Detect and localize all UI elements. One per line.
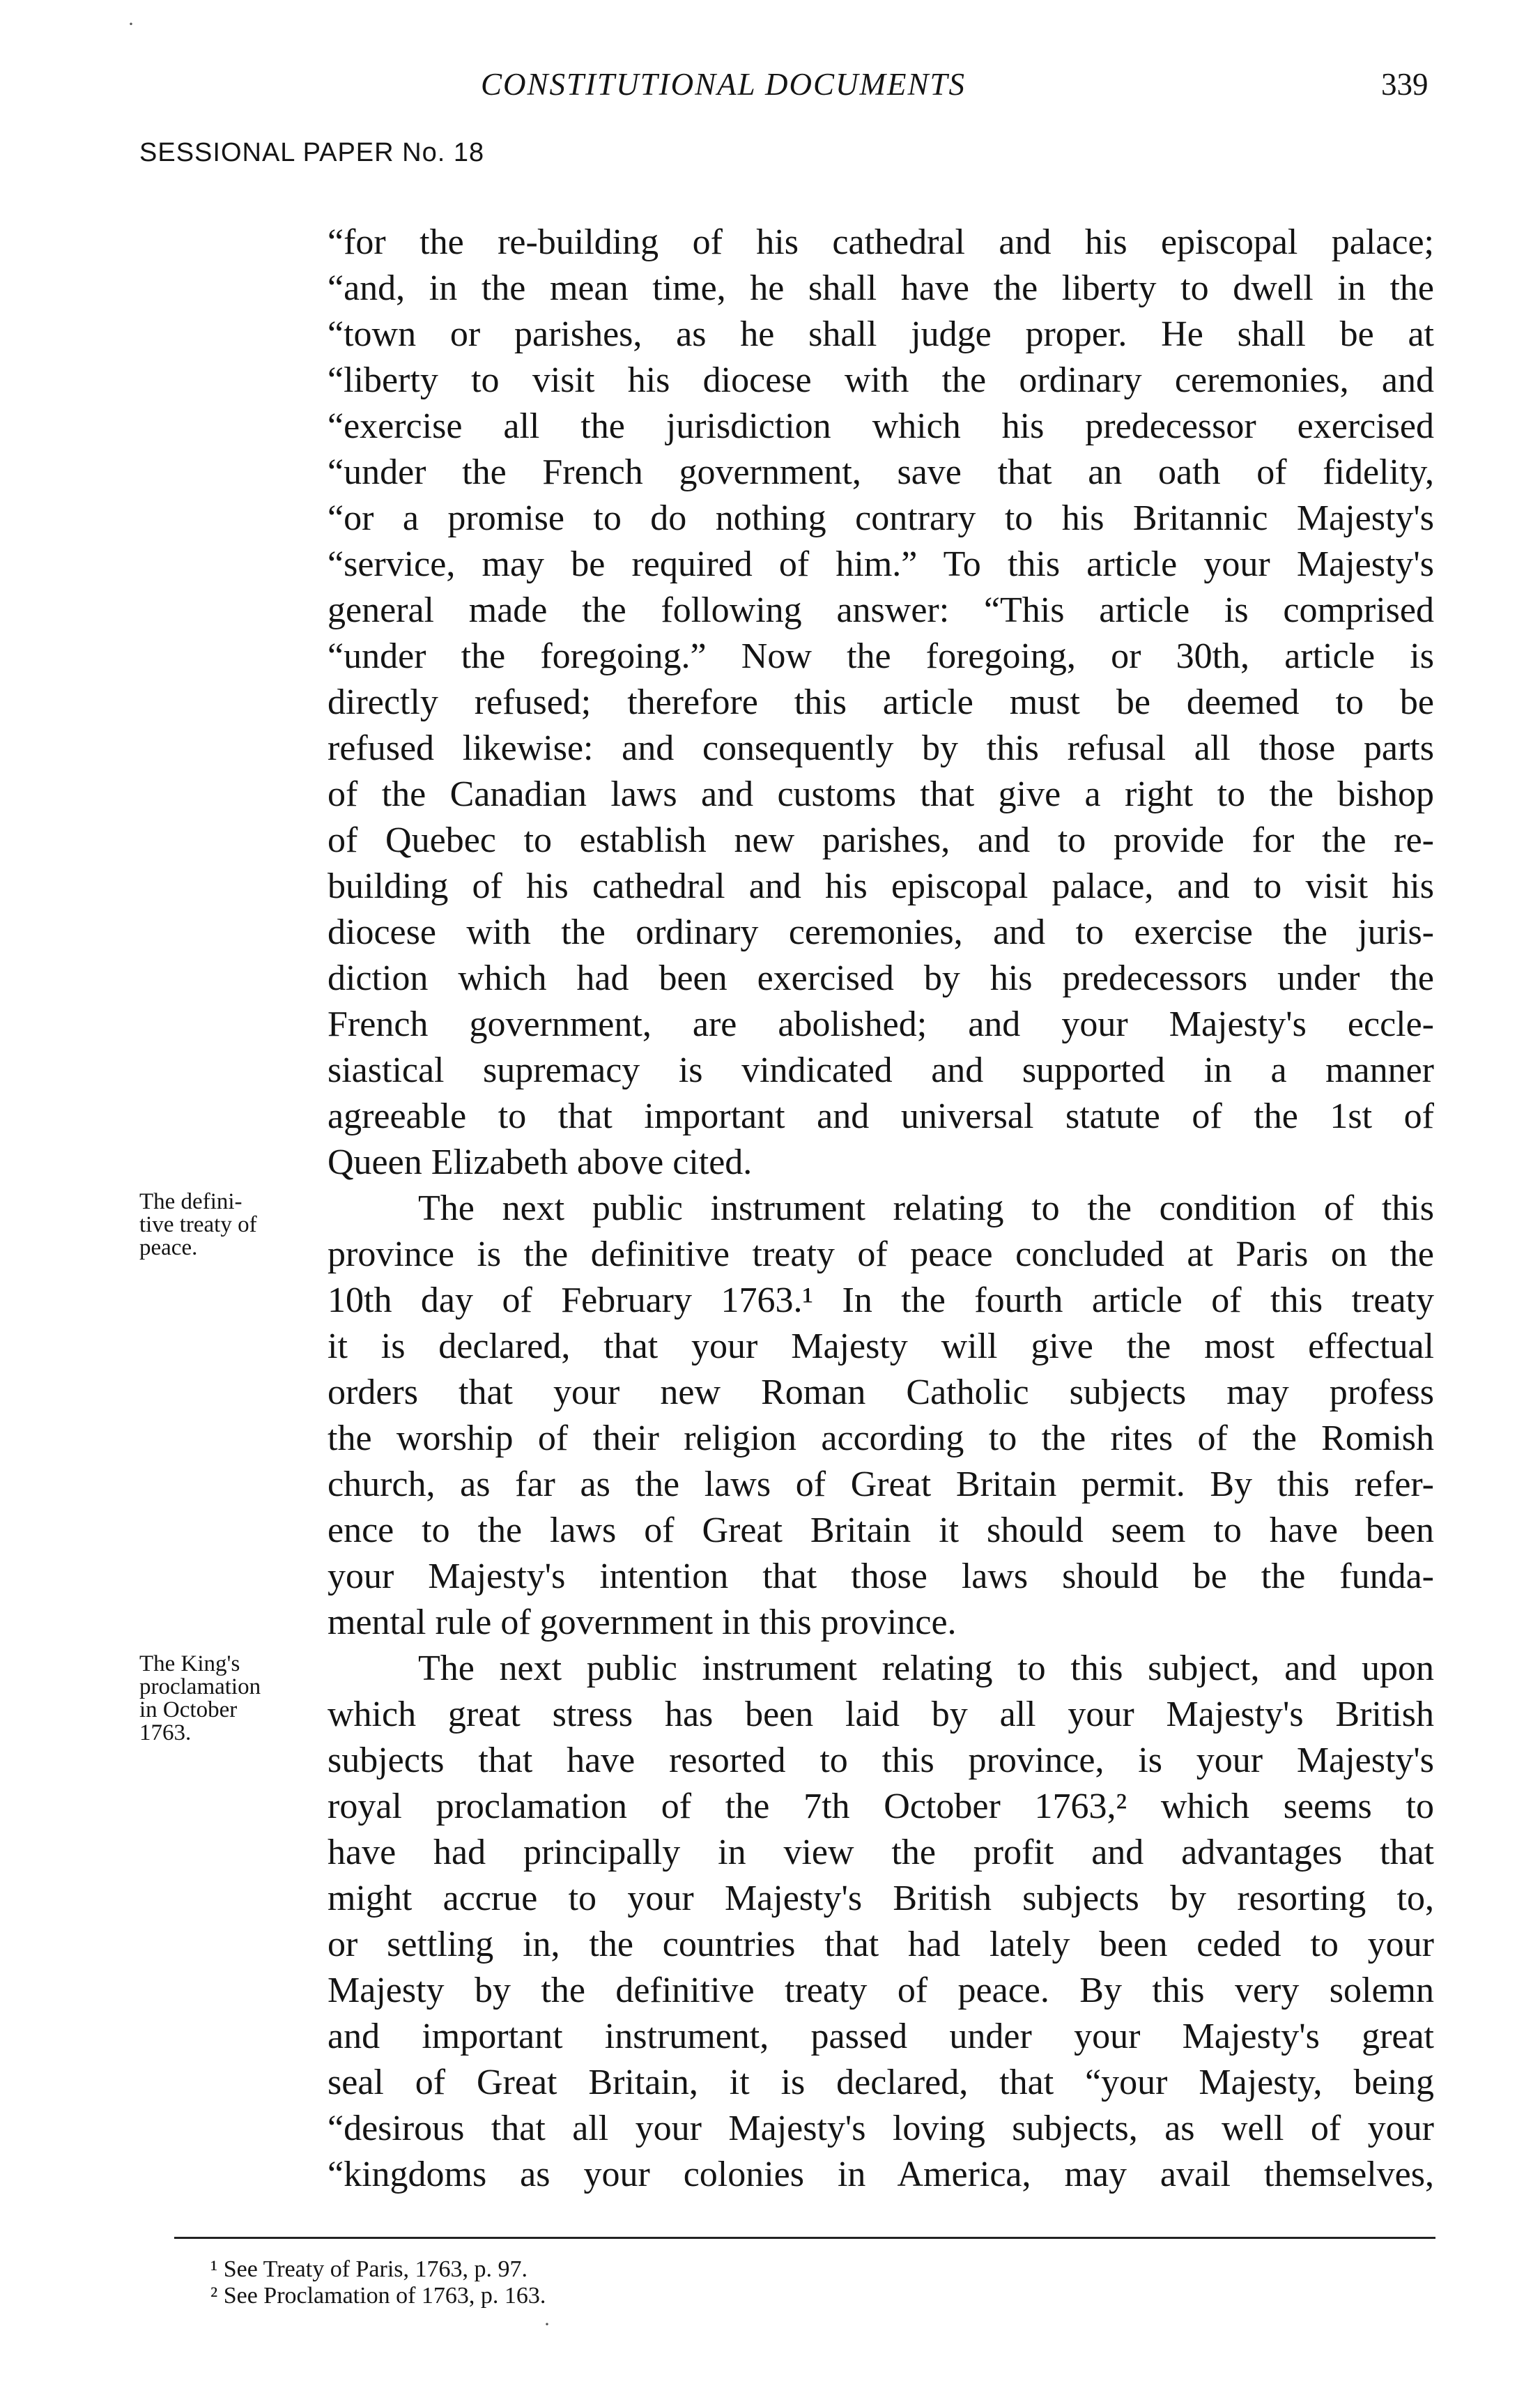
- body-line: building of his cathedral and his episcopal palace, and to visit his: [328, 866, 1434, 906]
- body-line: “exercise all the jurisdiction which his predecessor exercised: [328, 406, 1434, 446]
- body-line: the worship of their religion according to the rites of the Romish: [328, 1418, 1434, 1458]
- body-line: and important instrument, passed under your Majesty's great: [328, 2017, 1434, 2056]
- body-line: of the Canadian laws and customs that give a right to the bishop: [328, 774, 1434, 814]
- body-line: French government, are abolished; and your Majesty's eccle-: [328, 1004, 1434, 1044]
- sessional-paper-label: SESSIONAL PAPER No. 18: [139, 138, 485, 167]
- body-line: Queen Elizabeth above cited.: [328, 1142, 753, 1182]
- body-line: 10th day of February 1763.¹ In the fourth article of this treaty: [328, 1280, 1434, 1320]
- margin-note-line: peace.: [139, 1235, 198, 1260]
- margin-note-line: proclamation: [139, 1674, 261, 1699]
- page-number: 339: [1381, 67, 1429, 102]
- body-line: “liberty to visit his diocese with the ordinary ceremonies, and: [328, 360, 1434, 400]
- body-line: might accrue to your Majesty's British subjects by resorting to,: [328, 1879, 1434, 1918]
- body-line: agreeable to that important and universal statute of the 1st of: [328, 1096, 1434, 1136]
- margin-note-line: The King's: [139, 1651, 240, 1676]
- body-line: church, as far as the laws of Great Britain permit. By this refer-: [328, 1464, 1434, 1504]
- body-line: general made the following answer: “This article is comprised: [328, 590, 1434, 630]
- footnote-rule: [174, 2237, 1435, 2239]
- body-line: The next public instrument relating to this subject, and upon: [418, 1648, 1434, 1688]
- body-line: “or a promise to do nothing contrary to his Britannic Majesty's: [328, 498, 1434, 538]
- body-line: directly refused; therefore this article must be deemed to be: [328, 682, 1434, 722]
- body-line: or settling in, the countries that had lately been ceded to your: [328, 1925, 1434, 1964]
- stray-mark-bottom: ·: [544, 2313, 550, 2336]
- footnote: ² See Proclamation of 1763, p. 163.: [210, 2283, 546, 2309]
- margin-note-line: 1763.: [139, 1720, 192, 1745]
- body-line: orders that your new Roman Catholic subjects may profess: [328, 1372, 1434, 1412]
- body-line: refused likewise: and consequently by this refusal all those parts: [328, 728, 1434, 768]
- body-line: it is declared, that your Majesty will give the most effectual: [328, 1326, 1434, 1366]
- body-line: “service, may be required of him.” To this article your Majesty's: [328, 544, 1434, 584]
- body-line: siastical supremacy is vindicated and supported in a manner: [328, 1050, 1434, 1090]
- body-line: “under the foregoing.” Now the foregoing, or 30th, article is: [328, 636, 1434, 676]
- body-line: seal of Great Britain, it is declared, that “your Majesty, being: [328, 2063, 1434, 2102]
- body-line: of Quebec to establish new parishes, and to provide for the re-: [328, 820, 1434, 860]
- body-line: mental rule of government in this province.: [328, 1602, 957, 1642]
- running-title: CONSTITUTIONAL DOCUMENTS: [481, 67, 967, 102]
- body-line: province is the definitive treaty of peace concluded at Paris on the: [328, 1234, 1434, 1274]
- body-line: royal proclamation of the 7th October 1763,² which seems to: [328, 1787, 1434, 1826]
- body-line: have had principally in view the profit and advantages that: [328, 1833, 1434, 1872]
- body-line: your Majesty's intention that those laws should be the funda-: [328, 1556, 1434, 1596]
- footnote: ¹ See Treaty of Paris, 1763, p. 97.: [210, 2256, 528, 2282]
- body-line: diction which had been exercised by his predecessors under the: [328, 958, 1434, 998]
- body-line: “and, in the mean time, he shall have the liberty to dwell in the: [328, 268, 1434, 308]
- margin-note-line: The defini-: [139, 1189, 242, 1214]
- body-line: The next public instrument relating to the condition of this: [418, 1188, 1434, 1228]
- body-line: “town or parishes, as he shall judge proper. He shall be at: [328, 314, 1434, 354]
- body-line: which great stress has been laid by all your Majesty's British: [328, 1695, 1434, 1734]
- stray-mark-top: ·: [128, 13, 134, 36]
- body-line: “for the re-building of his cathedral and his episcopal palace;: [328, 222, 1434, 262]
- margin-note-line: in October: [139, 1697, 238, 1722]
- body-line: diocese with the ordinary ceremonies, and to exercise the juris-: [328, 912, 1434, 952]
- body-line: “under the French government, save that an oath of fidelity,: [328, 452, 1434, 492]
- body-line: subjects that have resorted to this province, is your Majesty's: [328, 1741, 1434, 1780]
- margin-note-line: tive treaty of: [139, 1212, 257, 1237]
- body-line: “kingdoms as your colonies in America, may avail themselves,: [328, 2155, 1434, 2194]
- body-line: “desirous that all your Majesty's loving subjects, as well of your: [328, 2109, 1434, 2148]
- body-line: Majesty by the definitive treaty of peace. By this very solemn: [328, 1971, 1434, 2010]
- body-line: ence to the laws of Great Britain it should seem to have been: [328, 1510, 1434, 1550]
